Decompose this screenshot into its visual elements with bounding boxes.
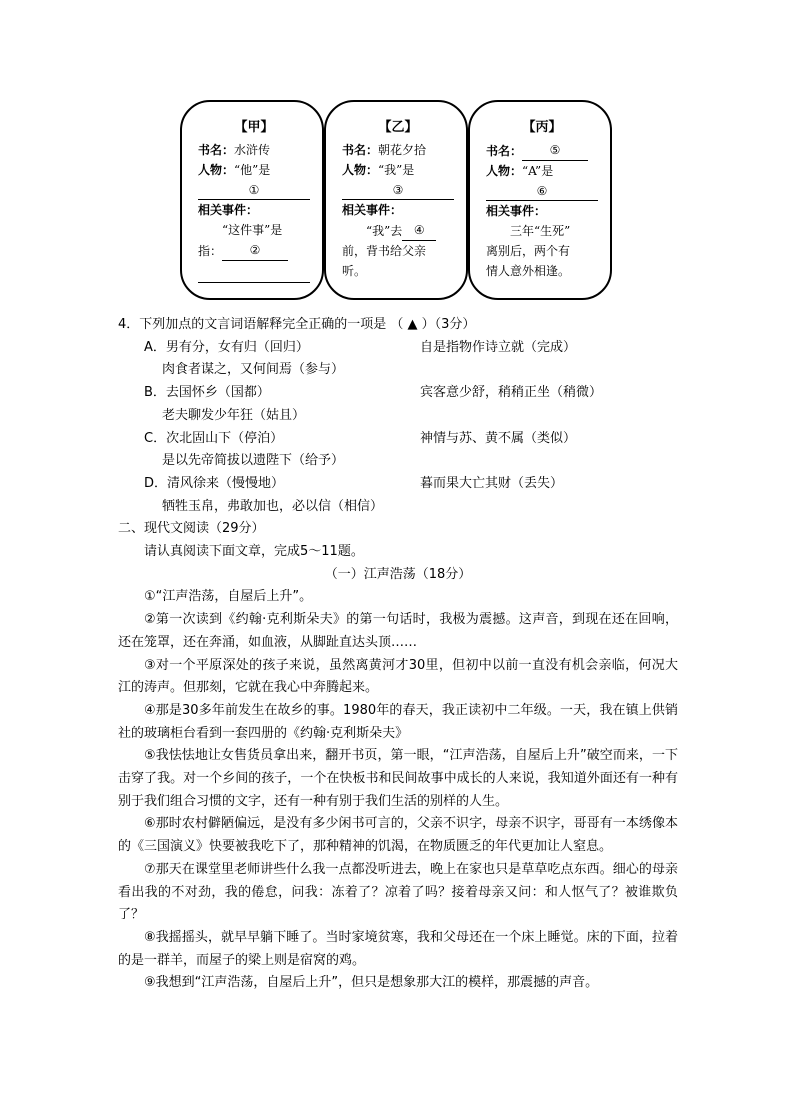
- event-text-3: 听。: [342, 264, 367, 278]
- event-text-3: 情人意外相逢。: [486, 264, 571, 278]
- book-label: 书名：: [342, 143, 379, 157]
- person-value: “他”是: [234, 163, 271, 177]
- card-title: 【丙】: [522, 120, 562, 135]
- person-label: 人物：: [342, 163, 379, 177]
- event-label: 相关事件：: [198, 203, 259, 217]
- blank-5: ⑤: [522, 140, 588, 161]
- option-c: [118, 428, 678, 451]
- person-value: “A”是: [522, 164, 554, 178]
- card-jia: [180, 100, 324, 300]
- blank-2: ②: [222, 240, 288, 261]
- option-b: [118, 382, 678, 405]
- card-yi: [324, 100, 468, 300]
- paragraph: ⑧我摇摇头，就早早躺下睡了。当时家境贫寒，我和父母还在一个床上睡觉。床的下面，拉着的是一群羊，而屋子的梁上则是宿窝的鸡。: [118, 929, 678, 968]
- card-title: 【乙】: [378, 120, 418, 135]
- book-label: 书名：: [486, 144, 523, 158]
- option-a: [118, 337, 678, 360]
- event-text-2: 指：: [198, 244, 223, 258]
- main-content: [118, 314, 678, 995]
- option-c-left: C．次北固山下（停泊）: [144, 430, 284, 446]
- event-text: “我”去: [366, 224, 403, 238]
- paragraph: ⑦那天在课堂里老师讲些什么我一点都没听进去，晚上在家也只是草草吃点东西。细心的母亲看出我的不对劲，我的倦怠，问我：冻着了？凉着了吗？接着母亲又问：和人怄气了？被谁欺负了？: [118, 861, 678, 923]
- event-text-2: 前，背书给父亲: [342, 244, 427, 258]
- blank-1: ①: [198, 180, 310, 200]
- event-text-2: 离别后，两个有: [486, 244, 571, 258]
- event-text: “这件事”是: [222, 223, 283, 237]
- paragraph: ③对一个平原深处的孩子来说，虽然离黄河才30里，但初中以前一直没有机会亲临，何况大江的涛声。但那刻，它就在我心中奔腾起来。: [118, 657, 678, 696]
- blank-line-extra: [198, 263, 310, 283]
- option-b-right: 宾客意少舒，稍稍正坐（稍微）: [420, 385, 603, 401]
- paragraph: ⑨我想到“江声浩荡，自屋后上升”，但只是想象那大江的模样，那震撼的声音。: [144, 975, 599, 991]
- option-b-left: B．去国怀乡（国都）: [144, 385, 270, 401]
- section-heading: 二、现代文阅读（29分）: [118, 521, 265, 537]
- event-text: 三年“生死”: [510, 224, 571, 238]
- paragraph: ④那是30多年前发生在故乡的事。1980年的春天，我正读初中二年级。一天，我在镇上供销社的玻璃柜台看到一套四册的《约翰·克利斯朵夫》: [118, 702, 678, 741]
- blank-3: ③: [342, 180, 454, 200]
- option-c-right: 神情与苏、黄不属（类似）: [420, 430, 577, 446]
- option-d: [118, 473, 678, 496]
- option-d-left: D．清风徐来（慢慢地）: [144, 475, 285, 491]
- event-label: 相关事件：: [342, 203, 403, 217]
- paragraph: ⑤我怯怯地让女售货员拿出来，翻开书页，第一眼，“江声浩荡，自屋后上升”破空而来，一下击穿了我。对一个乡间的孩子，一个在快板书和民间故事中成长的人来说，我知道外面还有一种有别于我们组合习惯的文字，还有一种有别于我们生活的别样的人生。: [118, 748, 678, 809]
- card-title: 【甲】: [234, 120, 274, 135]
- option-a-line2: 肉食者谋之，又何间焉（参与）: [162, 362, 345, 378]
- blank-6: ⑥: [486, 181, 598, 201]
- option-d-line2: 牺牲玉帛，弗敢加也，必以信（相信）: [162, 498, 384, 514]
- option-d-right: 暮而果大亡其财（丢失）: [420, 475, 564, 491]
- paragraph: ⑥那时农村僻陋偏远，是没有多少闲书可言的，父亲不识字，母亲不识字，哥哥有一本绣像本的《三国演义》快要被我吃下了，那种精神的饥渴，在物质匮乏的年代更加让人窒息。: [118, 816, 678, 855]
- section-instruction: 请认真阅读下面文章，完成5～11题。: [144, 544, 364, 560]
- blank-4: ④: [402, 220, 436, 241]
- book-label: 书名：: [198, 143, 235, 157]
- book-value: 水浒传: [234, 143, 271, 157]
- book-value: 朝花夕拾: [378, 143, 427, 157]
- person-label: 人物：: [486, 164, 523, 178]
- question-4-stem: 4．下列加点的文言词语解释完全正确的一项是 （ ▲ ）（3分）: [118, 317, 476, 332]
- option-c-line2: 是以先帝简拔以遗陛下（给予）: [162, 453, 345, 469]
- paragraph: ②第一次读到《约翰·克利斯朵夫》的第一句话时，我极为震撼。这声音，到现在还在回响，还在笼罩，还在奔涌，如血液，从脚趾直达头顶……: [118, 612, 678, 650]
- option-a-right: 自是指物作诗立就（完成）: [420, 339, 577, 355]
- option-b-line2: 老夫聊发少年狂（姑且）: [162, 407, 306, 423]
- card-bing: [468, 100, 612, 300]
- option-a-left: A．男有分，女有归（回归）: [144, 339, 309, 355]
- event-label: 相关事件：: [486, 204, 547, 218]
- person-label: 人物：: [198, 163, 235, 177]
- person-value: “我”是: [378, 163, 415, 177]
- paragraph: ①“江声浩荡，自屋后上升”。: [144, 589, 313, 605]
- article-title: （一）江声浩荡（18分）: [324, 566, 472, 582]
